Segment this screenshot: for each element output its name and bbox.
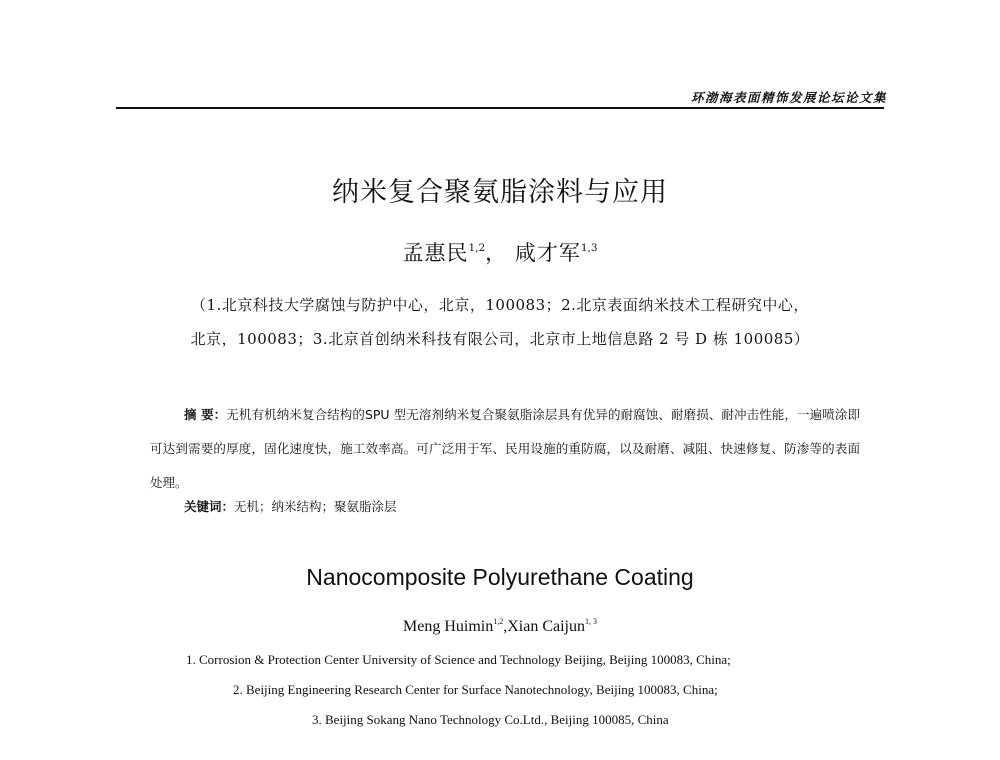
affiliation-mark: 1,3 bbox=[580, 242, 598, 255]
abstract-label: 摘 要： bbox=[184, 407, 227, 422]
keywords-text: 无机；纳米结构；聚氨脂涂层 bbox=[234, 499, 397, 514]
author-name: Xian Caijun bbox=[507, 617, 585, 635]
chinese-affiliation-line: （1.北京科技大学腐蚀与防护中心，北京，100083；2.北京表面纳米技术工程研究中心， bbox=[191, 296, 809, 314]
keywords bbox=[184, 497, 397, 515]
english-affiliation-line: 3. Beijing Sokang Nano Technology Co.Ltd., Beijing 100085, China bbox=[312, 712, 669, 727]
abstract bbox=[150, 398, 860, 500]
author-separator: ， bbox=[485, 241, 508, 265]
author-name: 孟惠民 bbox=[402, 241, 469, 265]
chinese-affiliation-line: 北京，100083；3.北京首创纳米科技有限公司，北京市上地信息路 2 号 D 栋 100085） bbox=[190, 330, 810, 348]
english-title: Nanocomposite Polyurethane Coating bbox=[306, 564, 694, 590]
author-separator: , bbox=[503, 617, 508, 635]
author-name: 咸才军 bbox=[514, 241, 581, 265]
abstract-text: 无机有机纳米复合结构的SPU 型无溶剂纳米复合聚氨脂涂层具有优异的耐腐蚀、耐磨损、耐冲击性能，一遍喷涂即可达到需要的厚度，固化速度快，施工效率高。可广泛用于军、民用设施的重防腐，以及耐磨、减阻、快速修复、防渗等的表面处理。 bbox=[150, 407, 860, 490]
english-affiliation-line: 1. Corrosion & Protection Center University of Science and Technology Beijing, Beijing 100083, China; bbox=[186, 652, 731, 667]
affiliation-mark: 1,2 bbox=[468, 242, 486, 255]
english-affiliation-line: 2. Beijing Engineering Research Center for Surface Nanotechnology, Beijing 100083, China; bbox=[233, 682, 718, 697]
affiliation-mark: 1,2 bbox=[493, 617, 504, 626]
affiliation-mark: 1, 3 bbox=[584, 617, 597, 626]
author-name: Meng Huimin bbox=[403, 617, 494, 635]
running-header: 环渤海表面精饰发展论坛论文集 bbox=[690, 90, 887, 105]
header-rule bbox=[116, 107, 884, 109]
keywords-label: 关键词： bbox=[184, 499, 235, 514]
chinese-authors bbox=[0, 237, 1000, 267]
chinese-title: 纳米复合聚氨脂涂料与应用 bbox=[332, 177, 668, 208]
english-authors bbox=[0, 617, 1000, 636]
